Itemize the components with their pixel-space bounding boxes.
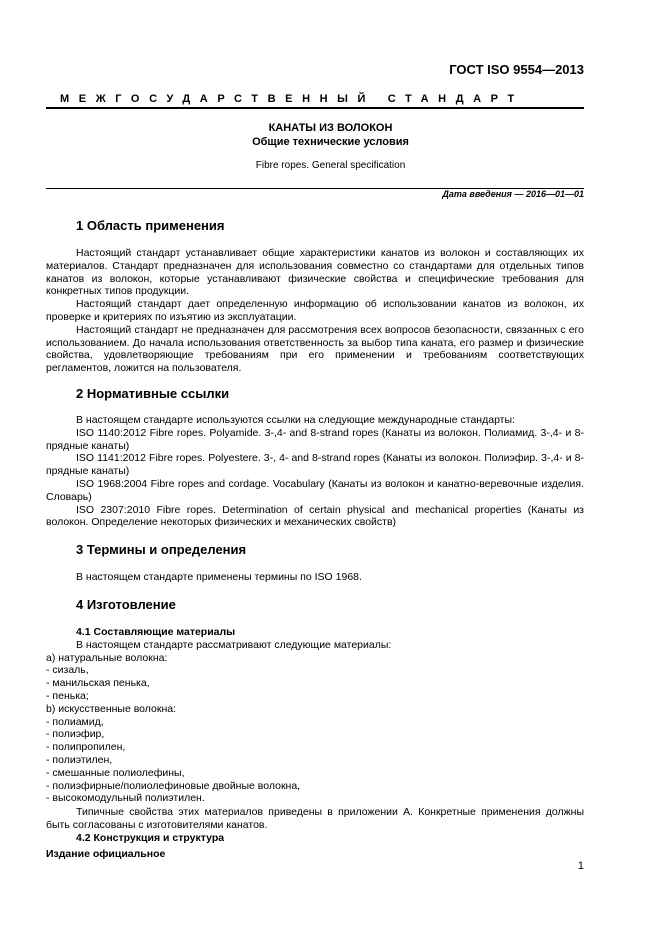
document-code: ГОСТ ISO 9554—2013	[449, 62, 584, 77]
interstate-standard-label: МЕЖГОСУДАРСТВЕННЫЙ СТАНДАРТ	[60, 93, 524, 105]
list-item: - смешанные полиолефины,	[46, 766, 185, 779]
page-number: 1	[577, 860, 584, 872]
list-item: - пенька;	[46, 689, 89, 702]
section-3-body	[46, 571, 584, 584]
paragraph: Настоящий стандарт не предназначен для рассмотрения всех вопросов безопасности, связанных с его использованием. До начала использования ответственность за выбор типа каната, его размер и физические свойства, удовлетворяющие требованиям при его применении и требованиям соответствующих регламентов, ложится на пользователя.	[46, 323, 584, 375]
section-3-heading: 3 Термины и определения	[76, 542, 247, 557]
list-item: - полиэфир,	[46, 728, 105, 741]
section-2-heading: 2 Нормативные ссылки	[76, 386, 230, 401]
reference-item: ISO 1140:2012 Fibre ropes. Polyamide. 3-,4- and 8-strand ropes (Канаты из волокон. Полиамид. 3-,4- и 8-прядные канаты)	[46, 426, 584, 452]
list-item: - полиэтилен,	[46, 753, 113, 766]
document-title-english: Fibre ropes. General specification	[255, 160, 406, 171]
official-edition-label: Издание официальное	[46, 848, 166, 860]
paragraph: В настоящем стандарте применены термины по ISO 1968.	[76, 571, 362, 583]
section-1-body	[46, 247, 584, 375]
list-label: а) натуральные волокна:	[46, 651, 168, 664]
reference-item: ISO 1141:2012 Fibre ropes. Polyestere. 3-, 4- and 8-strand ropes (Канаты из волокон. Полиэфир. 3-,4- и 8-прядные канаты)	[46, 452, 584, 478]
section-4-heading: 4 Изготовление	[76, 597, 176, 612]
section-2-body	[46, 414, 584, 529]
list-item: - полиамид,	[46, 715, 104, 728]
section-1-heading: 1 Область применения	[76, 218, 225, 233]
list-label: b) искусственные волокна:	[46, 702, 177, 715]
subsection-heading: 4.1 Составляющие материалы	[76, 626, 236, 638]
document-title: КАНАТЫ ИЗ ВОЛОКОН	[268, 122, 393, 134]
paragraph: Настоящий стандарт устанавливает общие характеристики канатов из волокон и составляющих их материалов. Стандарт предназначен для использования совместно со стандартами для отдельных типов канатов из волокон, которые устанавливают физические свойства и специфические требования для конкретных типов продукции.	[46, 247, 584, 298]
effective-date: Дата введения — 2016—01—01	[442, 189, 584, 199]
list-item: - полипропилен,	[46, 741, 126, 754]
subsection-heading: 4.2 Конструкция и структура	[76, 832, 225, 844]
list-item: - манильская пенька,	[46, 677, 150, 690]
reference-item: ISO 2307:2010 Fibre ropes. Determination of certain physical and mechanical properties (Канаты из волокон. Определение некоторых физических и механических свойств)	[46, 503, 584, 529]
subsection-4-2	[46, 832, 584, 845]
section-4-body	[46, 626, 584, 805]
list-item: - полиэфирные/полиолефиновые двойные волокна,	[46, 779, 301, 792]
list-item: - сизаль,	[46, 664, 89, 677]
section-4-note	[46, 806, 584, 832]
document-subtitle: Общие технические условия	[252, 136, 409, 148]
header-rule	[46, 107, 584, 109]
list-item: - высокомодульный полиэтилен.	[46, 792, 205, 805]
paragraph: В настоящем стандарте используются ссылки на следующие международные стандарты:	[76, 414, 515, 426]
paragraph: В настоящем стандарте рассматривают следующие материалы:	[76, 638, 392, 651]
paragraph: Настоящий стандарт дает определенную информацию об использовании канатов из волокон, их проверке и критериях по изъятию из эксплуатации.	[46, 298, 584, 323]
paragraph: Типичные свойства этих материалов приведены в приложении А. Конкретные применения должны быть согласованы с изготовителями канатов.	[46, 806, 584, 831]
reference-item: ISO 1968:2004 Fibre ropes and cordage. Vocabulary (Канаты из волокон и канатно-веревочные изделия. Словарь)	[46, 477, 584, 503]
